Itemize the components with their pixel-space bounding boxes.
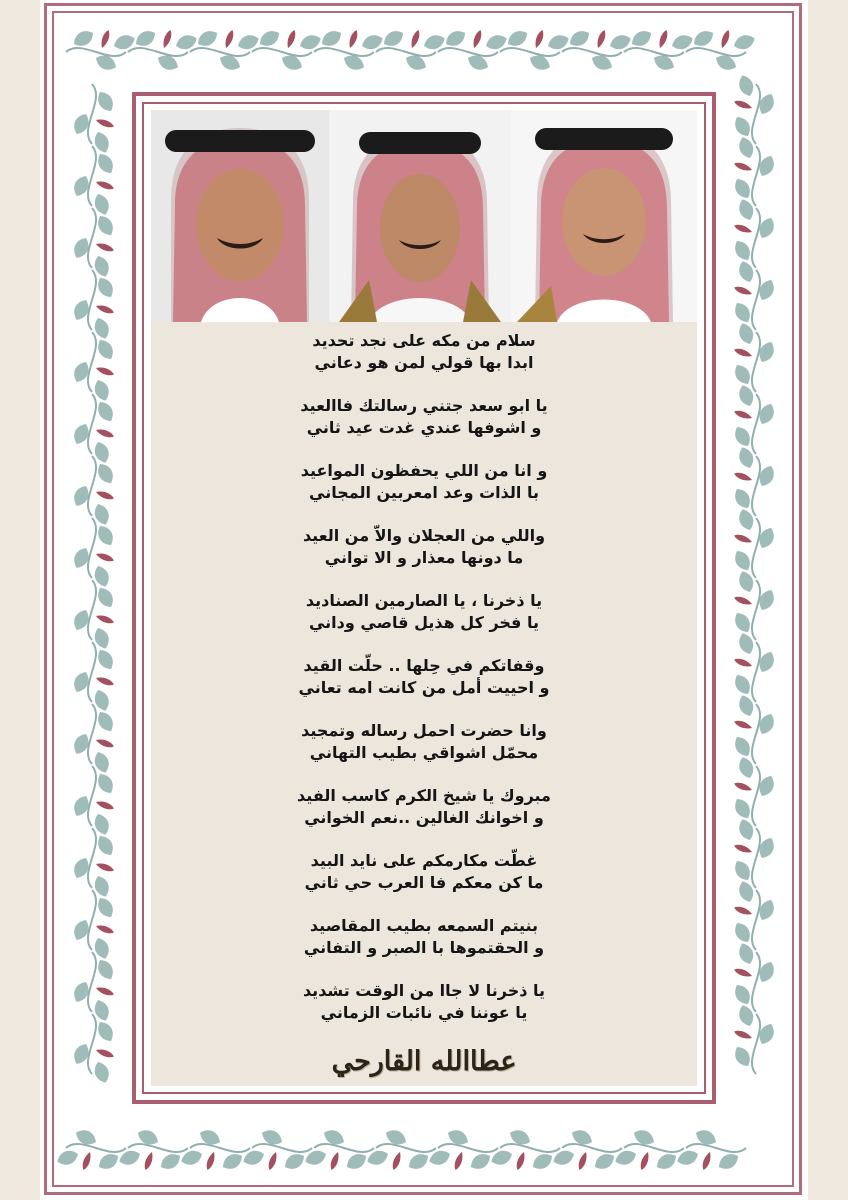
- floral-motif: [731, 73, 777, 144]
- floral-motif: [613, 1127, 684, 1173]
- poem-line: وانا حضرت احمل رساله وتمجيد: [301, 721, 547, 740]
- floral-motif: [128, 27, 199, 73]
- floral-motif: [731, 941, 777, 1012]
- floral-motif: [71, 642, 117, 713]
- floral-motif: [71, 332, 117, 403]
- floral-motif: [731, 259, 777, 330]
- poem-line: بنيتم السمعه بطيب المقاصيد: [309, 916, 539, 935]
- floral-motif: [731, 631, 777, 702]
- floral-motif: [190, 27, 261, 73]
- poem-line: يا ابو سعد جتني رسالتك فاالعيد: [300, 396, 548, 415]
- poem: [151, 330, 697, 1045]
- floral-motif: [314, 27, 385, 73]
- portrait-right: [511, 110, 697, 322]
- poem-stanza: [151, 525, 697, 590]
- poem-line: وقفاتكم في حِلها .. حلّت القيد: [303, 656, 545, 675]
- poem-line: يا ذخرنا لا جاا من الوقت تشديد: [302, 981, 546, 1000]
- poem-line: غطّت مكارمكم على نايد البيد: [310, 851, 538, 870]
- floral-motif: [731, 755, 777, 826]
- floral-motif: [551, 1127, 622, 1173]
- floral-motif: [71, 1014, 117, 1085]
- portrait-left: [151, 110, 329, 322]
- floral-motif: [303, 1127, 374, 1173]
- floral-motif: [71, 828, 117, 899]
- floral-motif: [489, 1127, 560, 1173]
- poem-line: و الحقتموها با الصبر و التفاني: [303, 938, 545, 957]
- floral-motif: [117, 1127, 188, 1173]
- floral-motif: [71, 394, 117, 465]
- poem-line: واللي من العجلان والاّ من العيد: [302, 526, 546, 545]
- poet-signature: عطاالله القارحي: [331, 1046, 517, 1077]
- portraits-strip: [151, 110, 697, 322]
- floral-motif: [731, 383, 777, 454]
- floral-motif: [562, 27, 633, 73]
- floral-motif: [71, 704, 117, 775]
- poem-stanza: [151, 460, 697, 525]
- poem-line: مبروك يا شيخ الكرم كاسب الفيد: [297, 786, 551, 805]
- floral-motif: [438, 27, 509, 73]
- poem-line: با الذات وعد امعربين المجاني: [309, 483, 539, 502]
- floral-motif: [66, 27, 137, 73]
- floral-motif: [731, 197, 777, 268]
- poem-line: و اشوفها عندي غدت عيد ثاني: [306, 418, 542, 437]
- floral-motif: [731, 693, 777, 764]
- floral-motif: [686, 27, 757, 73]
- poem-stanza: [151, 330, 697, 395]
- poem-line: سلام من مكه على نجد تحديد: [312, 331, 536, 350]
- floral-motif: [71, 84, 117, 155]
- poem-line: و اخوانك الغالين ..نعم الخواني: [304, 808, 544, 827]
- floral-motif: [71, 146, 117, 217]
- poem-stanza: [151, 395, 697, 460]
- poem-line: ما دونها معذار و الا تواني: [324, 548, 524, 567]
- floral-motif: [731, 1003, 777, 1074]
- poem-line: يا فخر كل هذيل قاصي وداني: [308, 613, 539, 632]
- poem-stanza: [151, 850, 697, 915]
- floral-motif: [241, 1127, 312, 1173]
- poem-stanza: [151, 655, 697, 720]
- portrait-center: [329, 110, 511, 322]
- poem-stanza: [151, 720, 697, 785]
- floral-motif: [56, 1127, 126, 1173]
- floral-motif: [731, 135, 777, 206]
- floral-motif: [71, 580, 117, 651]
- poem-stanza: [151, 915, 697, 980]
- floral-motif: [731, 569, 777, 640]
- floral-motif: [365, 1127, 436, 1173]
- poem-line: يا ذخرنا ، يا الصارمين الصناديد: [305, 591, 543, 610]
- poem-line: محمّل اشواقي بطيب التهاني: [309, 743, 539, 762]
- poem-line: و انا من اللي يحفظون المواعيد: [300, 461, 548, 480]
- poem-stanza: [151, 980, 697, 1045]
- poem-stanza: [151, 590, 697, 655]
- floral-motif: [376, 27, 447, 73]
- floral-motif: [731, 507, 777, 578]
- floral-motif: [500, 27, 571, 73]
- floral-motif: [427, 1127, 498, 1173]
- floral-motif: [71, 890, 117, 961]
- poem-line: ابدا بها قولي لمن هو دعاني: [314, 353, 534, 372]
- floral-motif: [675, 1127, 746, 1173]
- floral-motif: [731, 321, 777, 392]
- floral-motif: [71, 270, 117, 341]
- floral-motif: [624, 27, 695, 73]
- floral-motif: [71, 518, 117, 589]
- floral-motif: [71, 766, 117, 837]
- floral-motif: [731, 879, 777, 950]
- floral-motif: [71, 208, 117, 279]
- poem-line: ما كن معكم فا العرب حي ثاني: [304, 873, 544, 892]
- poem-line: يا عوننا في نائبات الزماني: [320, 1003, 528, 1022]
- poem-stanza: [151, 785, 697, 850]
- floral-motif: [252, 27, 323, 73]
- floral-motif: [179, 1127, 250, 1173]
- floral-motif: [731, 445, 777, 516]
- floral-motif: [71, 952, 117, 1023]
- poem-line: و احييت أمل من كانت امه تعاني: [298, 678, 550, 697]
- floral-motif: [731, 817, 777, 888]
- floral-motif: [71, 456, 117, 527]
